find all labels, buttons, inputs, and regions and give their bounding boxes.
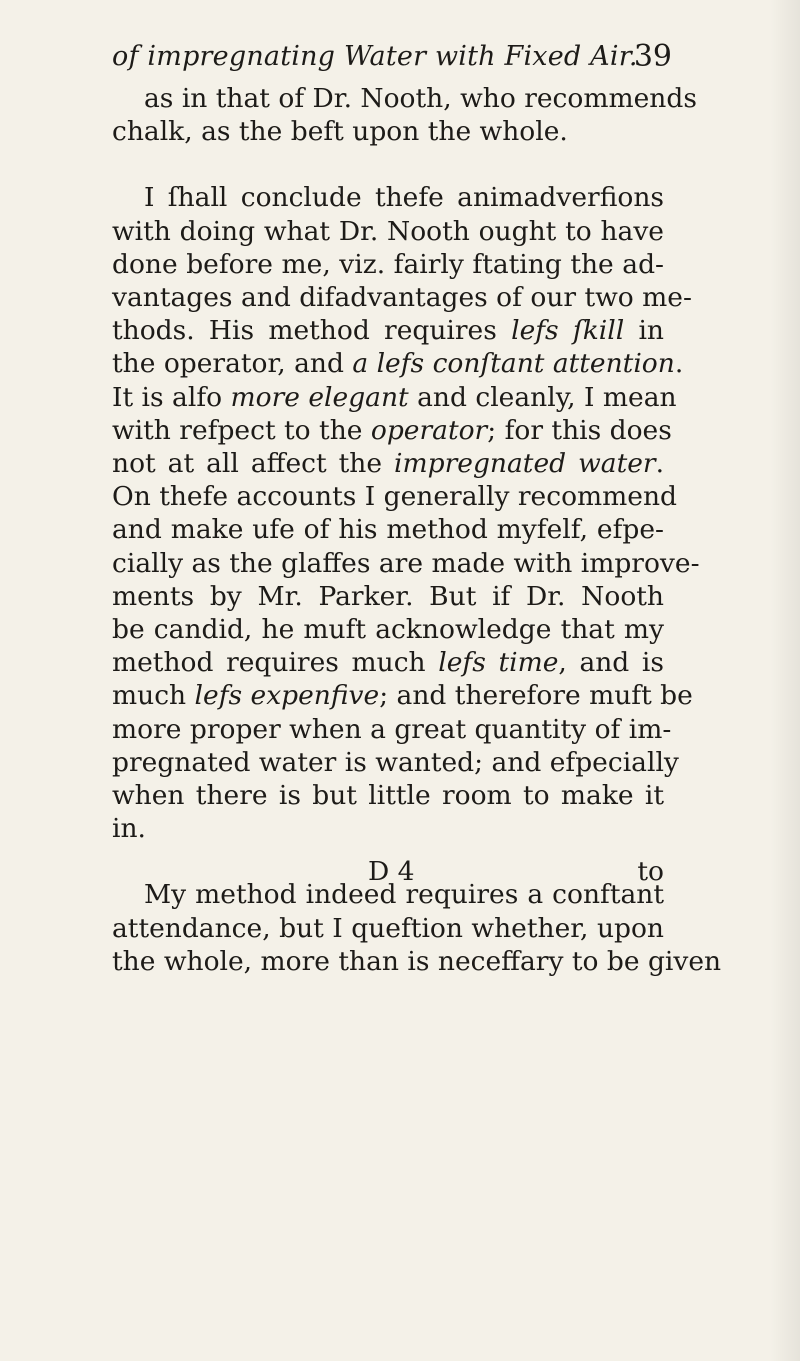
text-segment: thods. His method requires (112, 315, 512, 347)
text-line (112, 812, 664, 845)
text-segment: in (624, 315, 664, 347)
text-segment: , and is (558, 647, 664, 679)
text-segment: ; for this does (487, 414, 672, 446)
text-segment: more proper when a great quantity of im- (112, 713, 672, 745)
text-line (112, 248, 664, 281)
text-line (112, 945, 722, 978)
text-segment: ; and therefore muft be (379, 680, 693, 712)
text-segment: . (655, 448, 665, 480)
text-segment: done before me, viz. fairly ftating the ad- (112, 248, 664, 280)
catchword: to (637, 856, 664, 887)
text-segment: not at all affect the (112, 448, 395, 480)
text-line (112, 414, 672, 447)
italic-phrase: impregnated water (394, 448, 656, 480)
body-text (112, 82, 722, 978)
text-segment: method requires much (112, 647, 439, 679)
text-segment: the operator, and (112, 348, 353, 380)
text-segment: My method indeed requires a conftant (144, 879, 664, 911)
text-segment: . (674, 348, 684, 380)
text-line (112, 447, 664, 480)
text-segment: and cleanly, I mean (408, 381, 677, 413)
text-segment: with doing what Dr. Nooth ought to have (112, 215, 664, 247)
text-line (112, 679, 693, 712)
text-segment: as in that of Dr. Nooth, who recommends (144, 83, 697, 114)
text-line (112, 580, 664, 613)
italic-phrase: lefs expenfive (194, 680, 380, 712)
italic-phrase: a lefs conſtant attention (352, 348, 675, 380)
text-line (112, 480, 677, 513)
text-segment: the whole, more than is neceffary to be given (112, 945, 722, 977)
text-segment: with refpect to the (112, 414, 371, 446)
text-line (112, 281, 692, 314)
text-segment: when there is but little room to make it (112, 780, 664, 812)
page-edge-shadow (770, 0, 800, 1361)
italic-phrase: lefs ſkill (511, 315, 625, 347)
text-line (112, 646, 664, 679)
text-segment: I ſhall conclude thefe animadverfions (144, 182, 664, 214)
text-line (112, 613, 664, 646)
text-line (112, 381, 677, 414)
text-segment: On thefe accounts I generally recommend (112, 481, 677, 513)
text-segment: pregnated water is wanted; and efpecially (112, 746, 679, 778)
text-segment: cially as the glaffes are made with improve- (112, 547, 700, 579)
text-line (112, 115, 664, 148)
text-segment: It is alfo (112, 381, 231, 413)
text-segment: much (112, 680, 195, 712)
text-line (112, 912, 664, 945)
signature-mark: D 4 (368, 856, 415, 887)
italic-phrase: operator (370, 414, 488, 446)
text-segment: vantages and difadvantages of our two me- (112, 282, 692, 314)
running-title: of impregnating Water with Fixed Air. (112, 41, 638, 72)
text-line (112, 746, 679, 779)
text-line (112, 779, 664, 812)
text-line (112, 181, 664, 214)
page-number: 39 (633, 39, 672, 74)
text-segment: ments by Mr. Parker. But if Dr. Nooth (112, 580, 664, 612)
text-segment: attendance, but I queftion whether, upon (112, 912, 664, 944)
text-line (112, 513, 664, 546)
italic-phrase: more elegant (230, 381, 409, 413)
text-line (112, 347, 684, 380)
paragraph-gap (112, 148, 664, 181)
running-head (112, 40, 672, 74)
text-line (112, 547, 700, 580)
text-line (112, 215, 664, 248)
text-segment: chalk, as the beft upon the whole. (112, 116, 568, 148)
text-line (112, 713, 672, 746)
text-segment: be candid, he muft acknowledge that my (112, 614, 664, 646)
text-line (112, 314, 664, 347)
italic-phrase: lefs time (438, 647, 559, 679)
text-segment: in. (112, 813, 146, 845)
text-line (112, 82, 697, 115)
text-segment: and make ufe of his method myfelf, efpe- (112, 514, 664, 546)
